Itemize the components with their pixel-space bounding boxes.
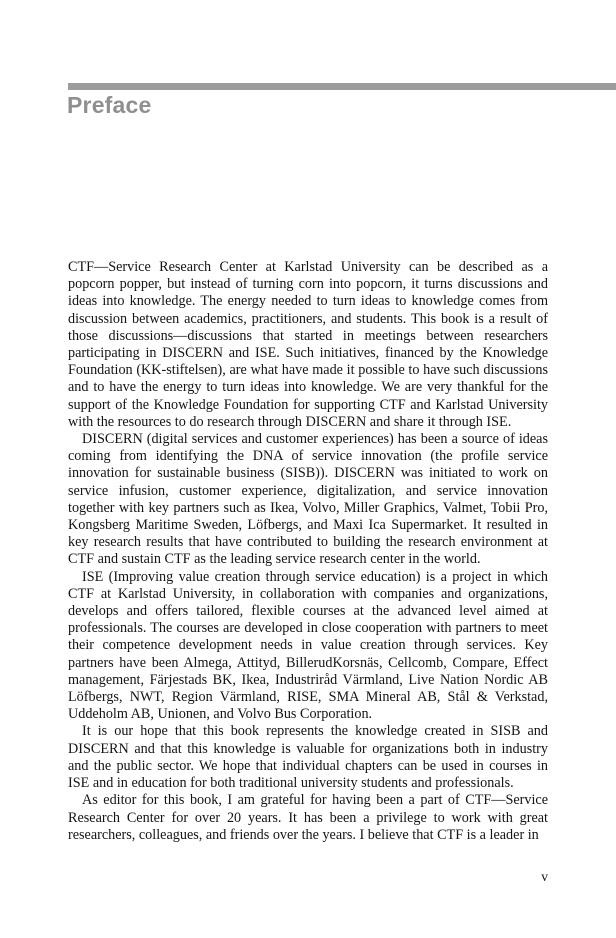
paragraph: DISCERN (digital services and customer experiences) has been a source of ideas coming from identifying the DNA of service innovation (the profile service innovation for sustainable business (SISB)). DISCERN was initiated to work on service infusion, customer experience, digitalization, and service innovation together with key partners such as Ikea, Volvo, Miller Graphics, Valmet, Tobii Pro, Kongsberg Maritime Sweden, Löfbergs, and Maxi Ica Supermarket. It resulted in key research results that have contributed to building the research environment at CTF and sustain CTF as the leading service research center in the world. — [68, 431, 548, 568]
paragraph: It is our hope that this book represents the knowledge created in SISB and DISCERN and that this knowledge is valuable for organizations both in industry and the public sector. We hope that individual chapters can be used in courses in ISE and in education for both traditional university students and professionals. — [68, 723, 548, 792]
paragraph: CTF—Service Research Center at Karlstad University can be described as a popcorn popper, but instead of turning corn into popcorn, it turns discussions and ideas into knowledge. The energy needed to turn ideas to knowledge comes from discussion between academics, practitioners, and students. This book is a result of those discussions—discussions that started in meetings between researchers participating in DISCERN and ISE. Such initiatives, financed by the Knowledge Foundation (KK-stiftelsen), are what have made it possible to have such discussions and to have the energy to turn ideas into knowledge. We are very thankful for the support of the Knowledge Foundation for supporting CTF and Karlstad University with the resources to do research through DISCERN and share it through ISE. — [68, 259, 548, 430]
chapter-divider-rule — [68, 83, 616, 90]
page-number: v — [541, 869, 548, 884]
paragraph: As editor for this book, I am grateful for having been a part of CTF—Service Research Center for over 20 years. It has been a privilege to work with great researchers, colleagues, and friends over the years. I believe that CTF is a leader in — [68, 792, 548, 843]
paragraph: ISE (Improving value creation through service education) is a project in which CTF at Karlstad University, in collaboration with companies and organizations, develops and offers tailored, flexible courses at the advanced level aimed at professionals. The courses are developed in close cooperation with partners to meet their competence development needs in value creation through services. Key partners have been Almega, Attityd, BillerudKorsnäs, Cellcomb, Compare, Effect management, Färjestads BK, Ikea, Industriråd Värmland, Live Nation Nordic AB Löfbergs, NWT, Region Värmland, RISE, SMA Mineral AB, Stål & Verkstad, Uddeholm AB, Unionen, and Volvo Bus Corporation. — [68, 568, 548, 723]
preface-body — [68, 259, 548, 844]
page-title: Preface — [67, 92, 152, 118]
